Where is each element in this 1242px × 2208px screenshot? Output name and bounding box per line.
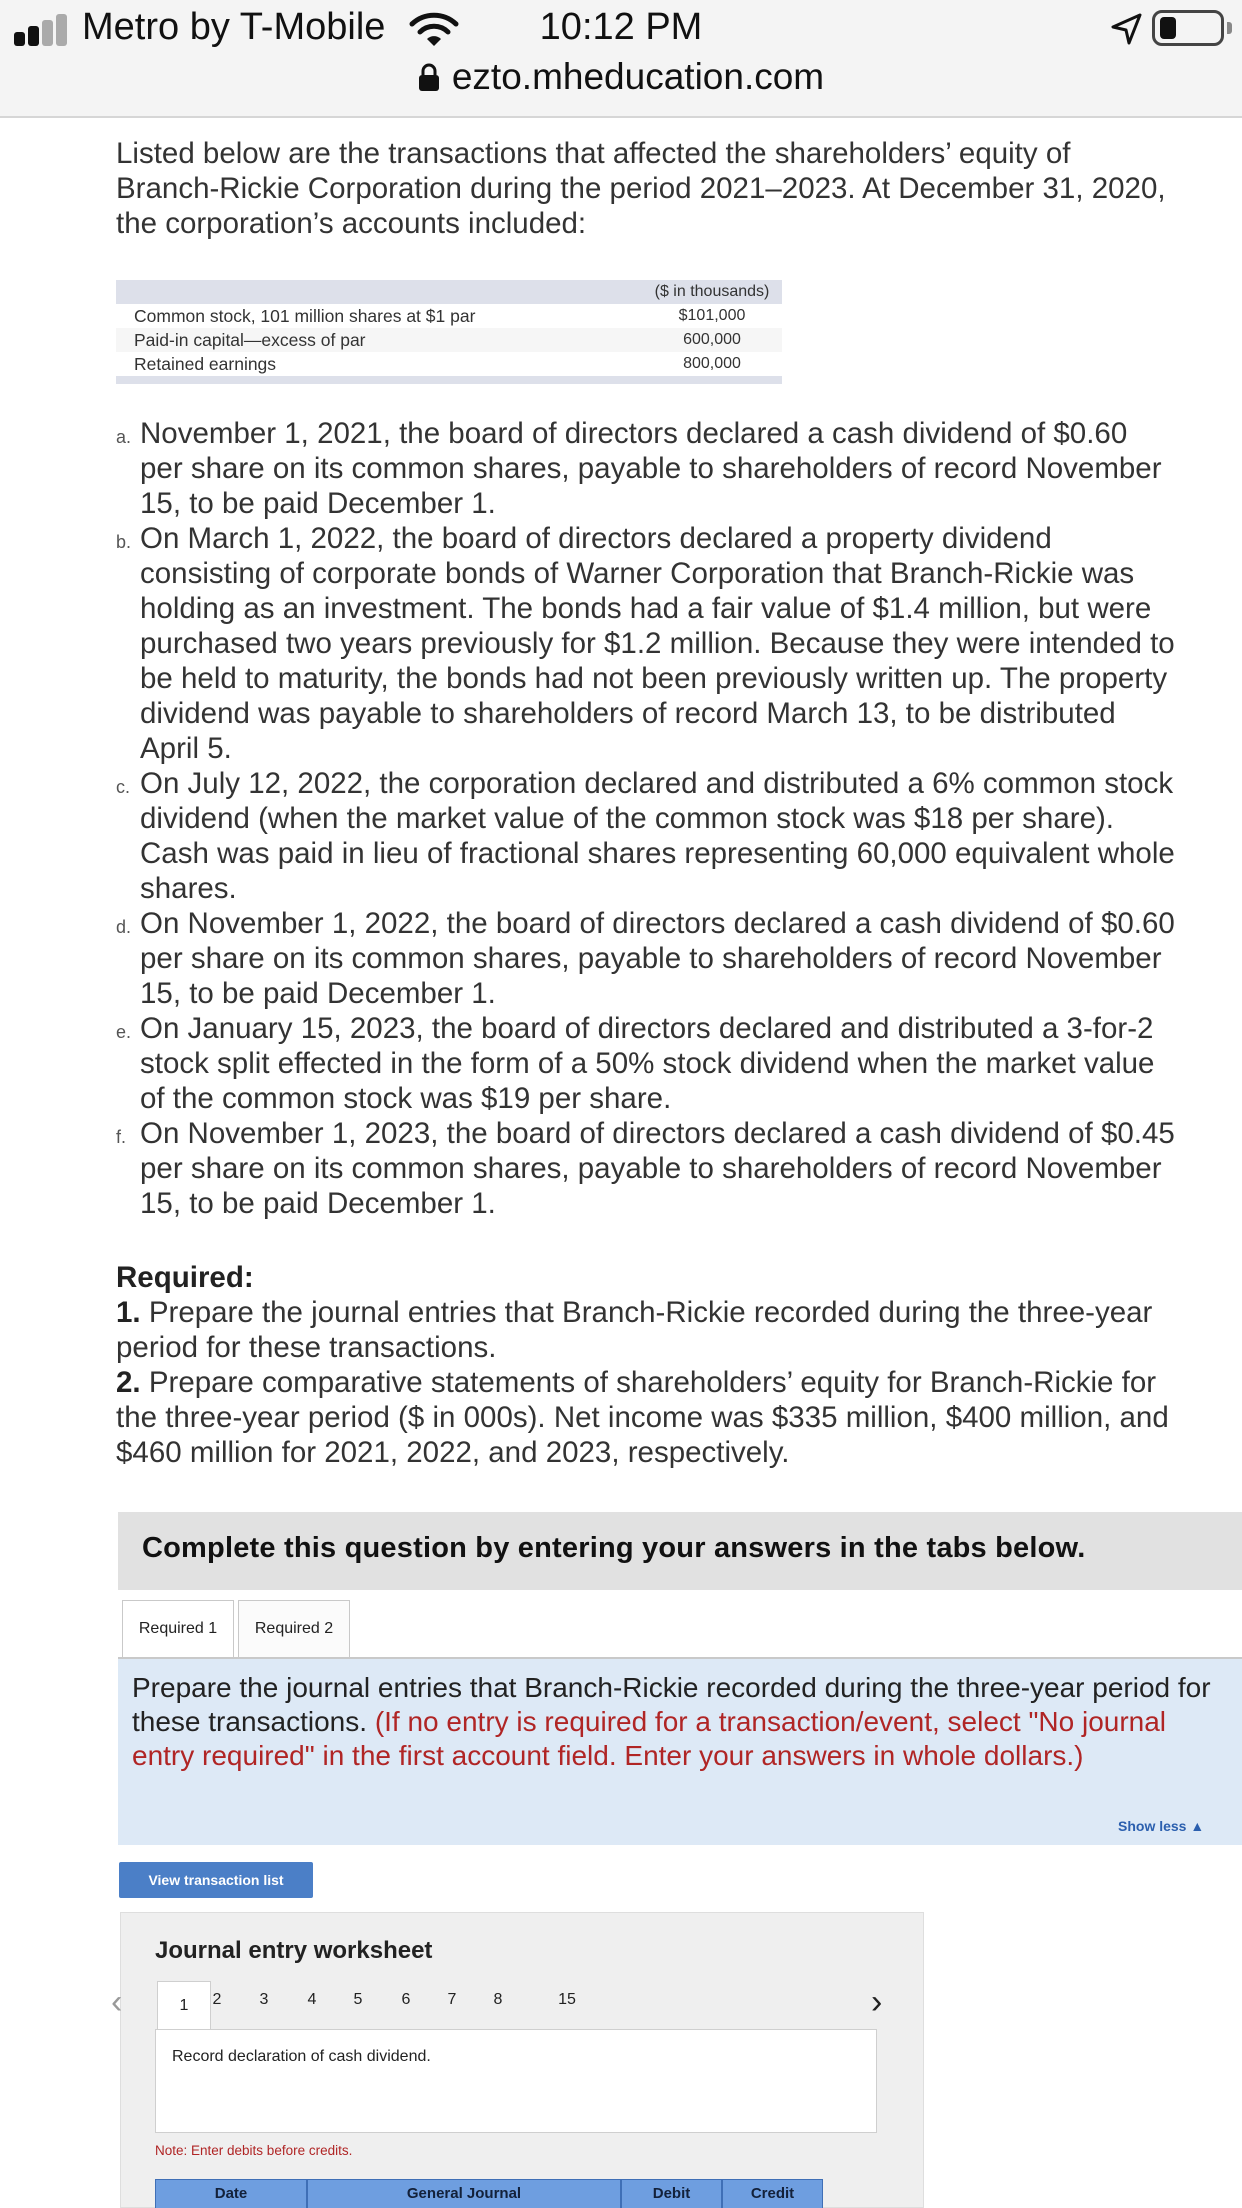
required-number: 2. — [116, 1366, 141, 1399]
clock: 10:12 PM — [539, 6, 703, 48]
url-bar[interactable] — [0, 56, 1242, 98]
show-less-link[interactable]: Show less ▲ — [1118, 1818, 1205, 1834]
chevron-left-icon[interactable]: ‹ — [111, 1983, 123, 2021]
transaction-list — [116, 416, 1176, 1221]
journal-entry-worksheet — [111, 1912, 924, 2208]
tab-required-2[interactable]: Required 2 — [238, 1600, 350, 1658]
status-bar — [0, 0, 1242, 118]
equity-value: 800,000 — [683, 355, 741, 372]
list-item — [116, 1116, 1176, 1221]
entry-description: Record declaration of cash dividend. — [172, 2048, 431, 2065]
item-marker: b. — [116, 532, 132, 552]
column-date: Date — [155, 2179, 307, 2208]
item-text: November 1, 2021, the board of directors declared a cash dividend of $0.60 per share on its common shares, payable to shareholders of record November 15, to be paid December 1. — [140, 417, 1162, 520]
equity-value: $101,000 — [678, 307, 746, 324]
required-section — [116, 1260, 1176, 1470]
instruction-note: (If no entry is required for a transaction/event, select "No journal entry required" in the first account field. Enter your answers in whole dollars.) — [132, 1706, 1167, 1771]
list-item — [116, 521, 1176, 766]
page-tab-8[interactable]: 8 — [493, 1991, 503, 2008]
page-tab-6[interactable]: 6 — [401, 1991, 411, 2008]
carrier-name: Metro by T-Mobile — [82, 6, 386, 48]
equity-table-footer — [116, 376, 782, 384]
list-item — [116, 416, 1176, 521]
page-tab-1[interactable]: 1 — [157, 1981, 211, 2031]
item-marker: d. — [116, 917, 132, 937]
required-text: Prepare the journal entries that Branch-Rickie recorded during the three-year period for these transactions. — [116, 1296, 1153, 1364]
list-item — [116, 1011, 1176, 1116]
item-marker: e. — [116, 1022, 132, 1042]
banner-text: Complete this question by entering your answers in the tabs below. — [142, 1532, 1086, 1564]
item-marker: a. — [116, 427, 132, 447]
table-row — [116, 304, 782, 328]
lock-icon — [418, 62, 440, 92]
column-credit: Credit — [722, 2179, 823, 2208]
page-tab-15[interactable]: 15 — [558, 1991, 576, 2008]
item-text: On July 12, 2022, the corporation declared and distributed a 6% common stock dividend (when the market value of the common stock was $18 per share). Cash was paid in lieu of fractional shares representing 60,000 equivalent whole shares. — [140, 767, 1175, 905]
item-marker: c. — [116, 777, 131, 797]
entry-pager — [111, 1981, 925, 2031]
required-text: Prepare comparative statements of shareholders’ equity for Branch-Rickie for the three-year period ($ in 000s). Net income was $335 million, $400 million, and $460 million for 2021, 2022, and 2023, respectively. — [116, 1366, 1169, 1469]
page-tab-4[interactable]: 4 — [307, 1991, 317, 2008]
column-debit: Debit — [621, 2179, 722, 2208]
instruction-box — [118, 1659, 1242, 1845]
item-text: On November 1, 2022, the board of directors declared a cash dividend of $0.60 per share on its common shares, payable to shareholders of record November 15, to be paid December 1. — [140, 907, 1175, 1010]
column-general-journal: General Journal — [307, 2179, 621, 2208]
instruction-text — [132, 1671, 1232, 1773]
equity-unit-header: ($ in thousands) — [642, 280, 782, 304]
worksheet-title: Journal entry worksheet — [155, 1937, 433, 1964]
location-arrow-icon — [1110, 12, 1144, 46]
item-text: On January 15, 2023, the board of directors declared and distributed a 3-for-2 stock split effected in the form of a 50% stock dividend when the market value of the common stock was $19 per share. — [140, 1012, 1155, 1115]
caret-up-icon: ▲ — [1190, 1818, 1205, 1834]
page-tab-3[interactable]: 3 — [259, 1991, 269, 2008]
list-item — [116, 766, 1176, 906]
instructions-banner — [118, 1512, 1242, 1590]
list-item — [116, 906, 1176, 1011]
item-text: On March 1, 2022, the board of directors declared a property dividend consisting of corporate bonds of Warner Corporation that Branch-Rickie was holding as an investment. The bonds had a fair value of $1.4 million, but were purchased two years previously for $1.2 million. Because they were intended to be held to maturity, the bonds had not been previously written up. The property dividend was payable to shareholders of record March 13, to be distributed April 5. — [140, 522, 1175, 765]
equity-table — [116, 280, 782, 384]
page-tab-5[interactable]: 5 — [353, 1991, 363, 2008]
equity-value: 600,000 — [642, 328, 782, 352]
battery-icon — [1152, 10, 1224, 46]
equity-table-header — [116, 280, 782, 304]
table-row — [116, 352, 782, 376]
journal-table-header — [155, 2179, 823, 2208]
url-text[interactable]: ezto.mheducation.com — [451, 56, 825, 97]
chevron-right-icon[interactable]: › — [871, 1983, 883, 2021]
tab-required-1[interactable]: Required 1 — [122, 1600, 234, 1658]
view-transaction-list-button[interactable]: View transaction list — [119, 1862, 313, 1898]
required-number: 1. — [116, 1296, 141, 1329]
page-tab-7[interactable]: 7 — [447, 1991, 457, 2008]
entry-description-box — [155, 2029, 877, 2133]
equity-label: Common stock, 101 million shares at $1 par — [134, 305, 476, 326]
item-marker: f. — [116, 1127, 127, 1147]
equity-label: Paid-in capital—excess of par — [116, 328, 642, 352]
equity-label: Retained earnings — [134, 353, 277, 374]
page-tab-2[interactable]: 2 — [212, 1991, 222, 2008]
item-text: On November 1, 2023, the board of directors declared a cash dividend of $0.45 per share on its common shares, payable to shareholders of record November 15, to be paid December 1. — [140, 1117, 1175, 1220]
instruction-main: Prepare the journal entries that Branch-Rickie recorded during the three-year period for these transactions. — [132, 1672, 1211, 1737]
problem-intro: Listed below are the transactions that affected the shareholders’ equity of Branch-Rickie Corporation during the period 2021–2023. At December 31, 2020, the corporation’s accounts included: — [116, 137, 1166, 240]
required-heading: Required: — [116, 1261, 254, 1294]
battery-tip — [1227, 22, 1232, 34]
debit-credit-note: Note: Enter debits before credits. — [155, 2143, 353, 2158]
table-row — [116, 328, 782, 352]
